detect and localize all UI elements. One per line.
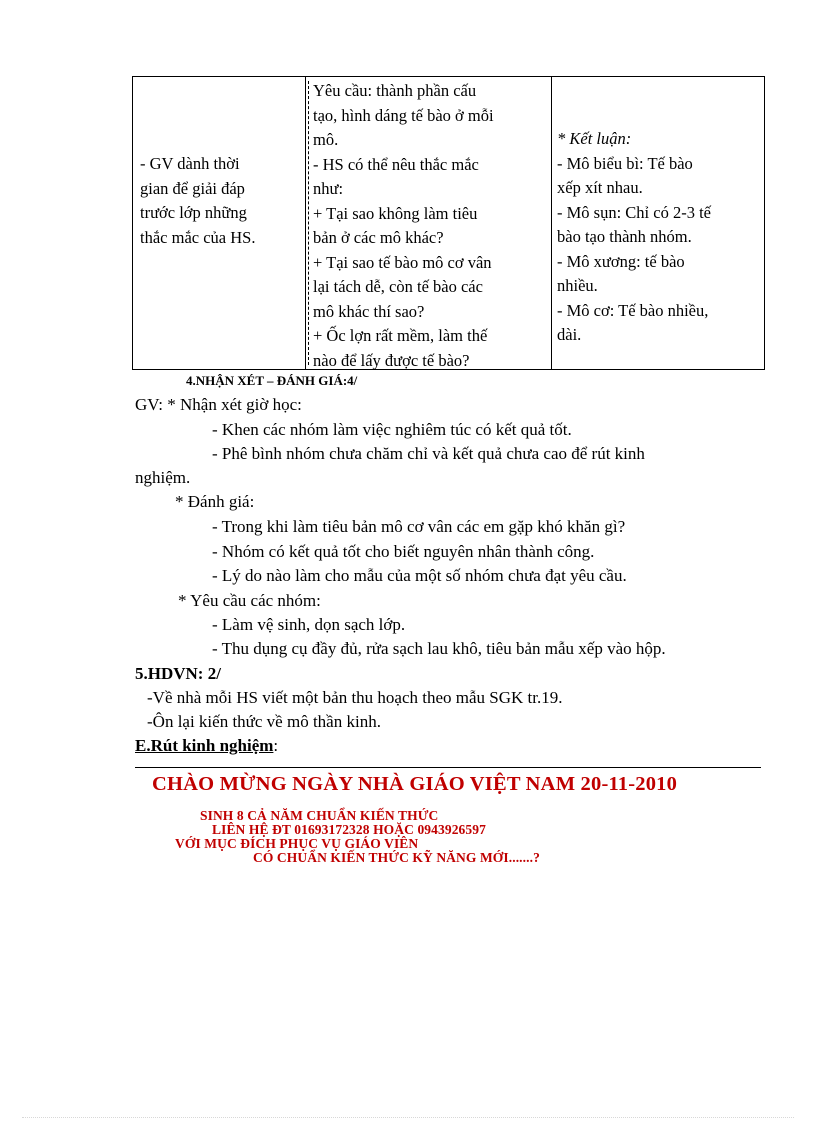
requirements-heading: * Yêu cầu các nhóm: [178, 591, 321, 610]
horizontal-rule [135, 767, 761, 768]
col3-line: dài. [557, 325, 582, 344]
col3-line: xếp xít nhau. [557, 178, 643, 197]
col3-line: - Mô biểu bì: Tế bào [557, 153, 693, 173]
evaluation-item: - Lý do nào làm cho mẫu của một số nhóm chưa đạt yêu cầu. [212, 566, 627, 585]
sectionE-line [135, 736, 278, 756]
col2-line: nào để lấy được tế bào? [313, 350, 470, 370]
table-col-teacher [133, 77, 306, 369]
col2-line: + Tại sao không làm tiêu [313, 203, 478, 223]
gv-line: GV: * Nhận xét giờ học: [135, 395, 302, 414]
evaluation-item: - Nhóm có kết quả tốt cho biết nguyên nhân thành công. [212, 542, 595, 561]
col2-line: + Ốc lợn rất mềm, làm thế [313, 326, 488, 345]
homework-item: -Ôn lại kiến thức về mô thần kinh. [147, 712, 381, 731]
col2-line: như: [313, 179, 344, 198]
col3-line: - Mô xương: tế bào [557, 251, 685, 271]
table-col-conclusion [551, 77, 766, 369]
col2-line: bản ở các mô khác? [313, 228, 444, 247]
col3-line: nhiều. [557, 276, 598, 295]
col1-line: gian để giải đáp [140, 178, 245, 198]
col2-line: mô khác thí sao? [313, 301, 425, 321]
section4-heading: 4.NHẬN XÉT – ĐÁNH GIÁ:4/ [186, 373, 358, 388]
evaluation-heading: * Đánh giá: [175, 492, 255, 511]
sectionE-colon: : [273, 736, 279, 755]
col2-line: Yêu cầu: thành phần cấu [313, 81, 477, 100]
col3-line: - Mô sụn: Chỉ có 2-3 tế [557, 202, 711, 222]
col2-line: - HS có thể nêu thắc mắc [313, 154, 479, 174]
sectionE-heading: E.Rút kinh nghiệm [135, 736, 274, 755]
evaluation-item: - Trong khi làm tiêu bản mô cơ vân các em gặp khó khăn gì? [212, 517, 626, 536]
col2-line: tạo, hình dáng tế bào ở mỗi [313, 105, 494, 125]
col1-line: trước lớp những [140, 203, 247, 222]
col2-line: + Tại sao tế bào mô cơ vân [313, 252, 492, 272]
content-table [132, 76, 765, 370]
col-dashed-divider [308, 81, 309, 365]
col2-line: lại tách dễ, còn tế bào các [313, 277, 483, 296]
col2-line: mô. [313, 130, 339, 149]
comment-item: - Phê bình nhóm chưa chăm chỉ và kết quả chưa cao để rút kinh [212, 444, 645, 463]
col3-line: bào tạo thành nhóm. [557, 227, 692, 246]
col3-line: - Mô cơ: Tế bào nhiều, [557, 300, 709, 320]
comment-item: - Khen các nhóm làm việc nghiêm túc có kết quả tốt. [212, 420, 572, 439]
table-col-student [305, 77, 552, 369]
section5-heading: 5.HDVN: 2/ [135, 664, 221, 683]
conclusion-title: * Kết luận: [557, 129, 632, 148]
requirement-item: - Thu dụng cụ đầy đủ, rửa sạch lau khô, tiêu bản mẫu xếp vào hộp. [212, 639, 666, 658]
ad-line: CÓ CHUẨN KIẾN THỨC KỸ NĂNG MỚI.......? [253, 850, 540, 865]
comment-continuation: nghiệm. [135, 468, 191, 487]
page-bottom-border [22, 1117, 794, 1118]
col1-line: thắc mắc của HS. [140, 227, 256, 247]
banner-text: CHÀO MỪNG NGÀY NHÀ GIÁO VIỆT NAM 20-11-2010 [152, 773, 678, 795]
col1-line: - GV dành thời [140, 154, 240, 173]
ad-line: LIÊN HỆ ĐT 01693172328 HOẶC 0943926597 [212, 822, 486, 837]
requirement-item: - Làm vệ sinh, dọn sạch lớp. [212, 615, 406, 634]
ad-line: SINH 8 CẢ NĂM CHUẨN KIẾN THỨC [200, 808, 439, 823]
homework-item: -Về nhà mỗi HS viết một bản thu hoạch theo mẫu SGK tr.19. [147, 688, 563, 707]
ad-line: VỚI MỤC ĐÍCH PHỤC VỤ GIÁO VIÊN [175, 836, 419, 851]
